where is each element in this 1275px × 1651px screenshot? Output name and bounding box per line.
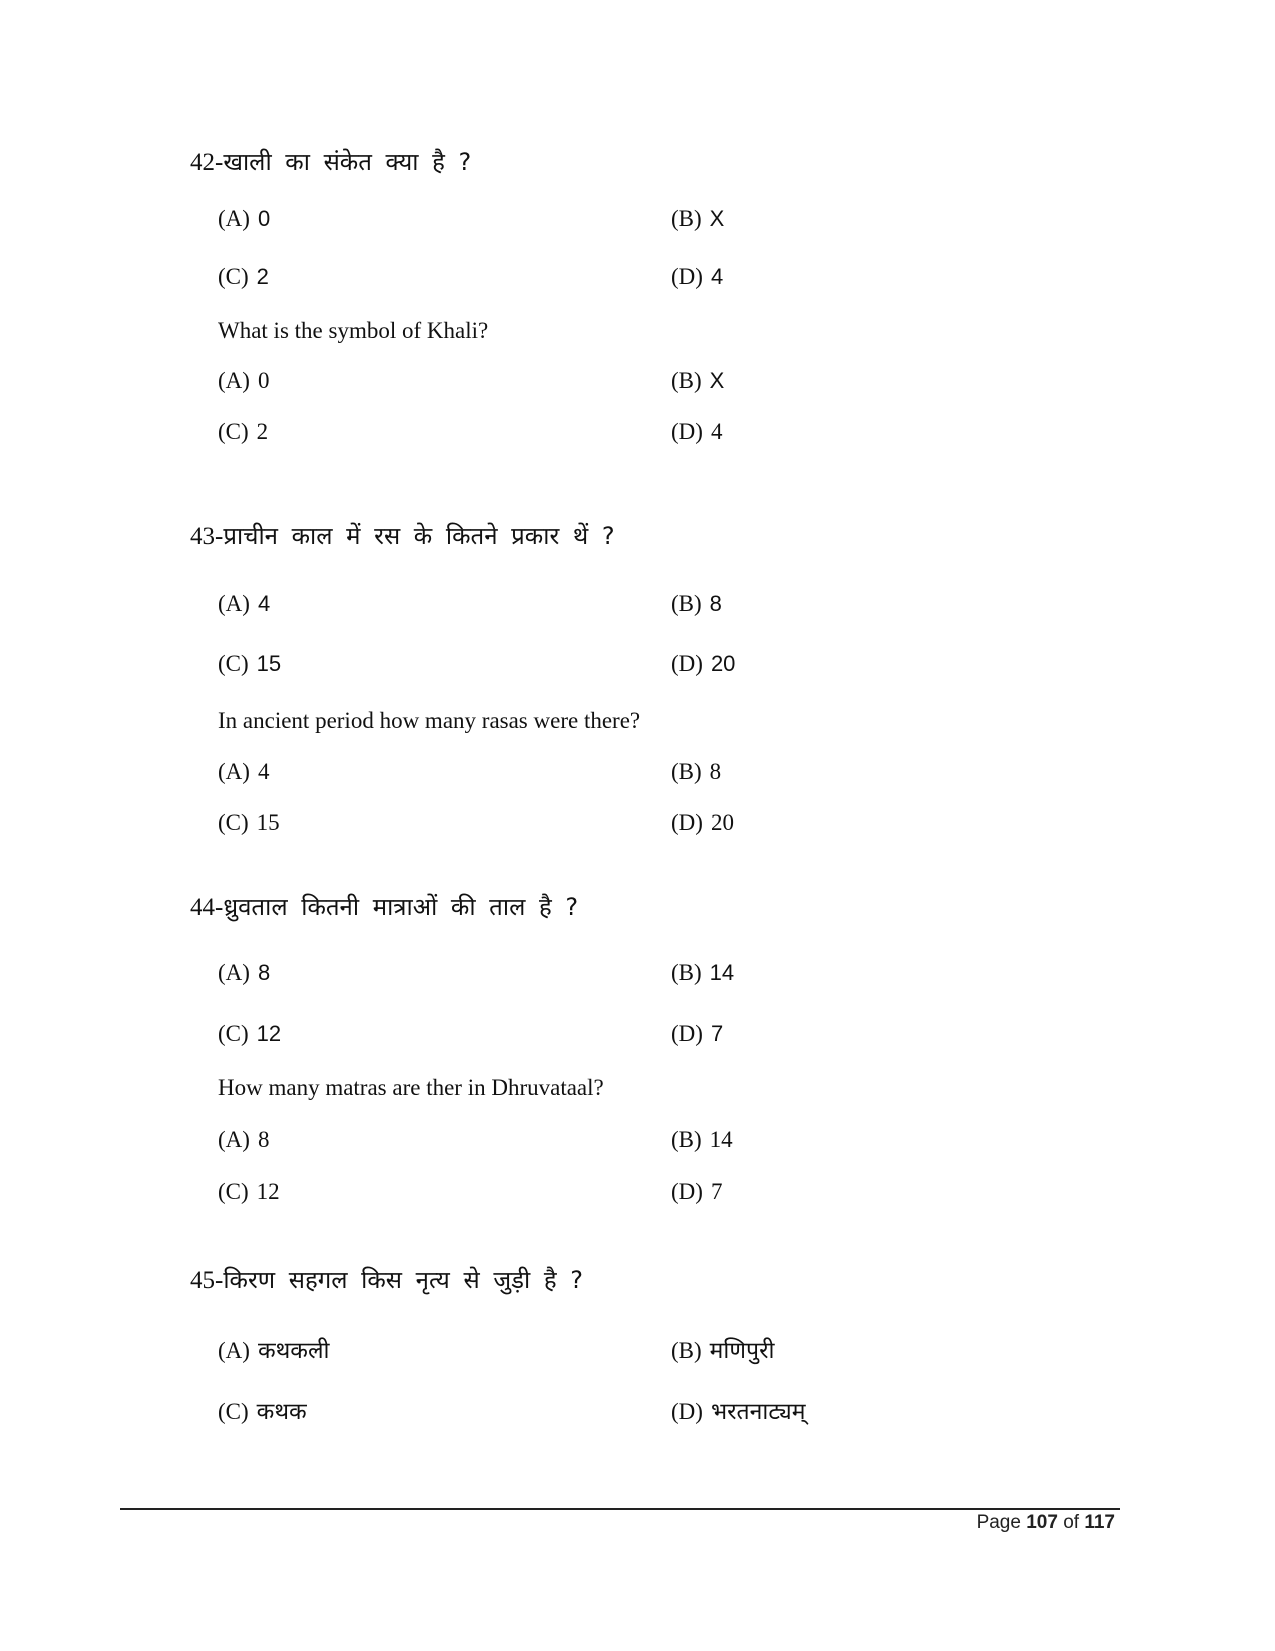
- question-number: 44-: [190, 894, 224, 921]
- option-value: 8: [709, 591, 722, 616]
- option-b: (B) मणिपुरी: [671, 1338, 775, 1364]
- question-44-english: How many matras are ther in Dhruvataal?: [218, 1075, 604, 1100]
- option-a: (A) कथकली: [218, 1338, 330, 1364]
- question-45-hindi: [190, 1263, 583, 1296]
- option-value: 0: [257, 206, 271, 231]
- question-text-hindi: किरण सहगल किस नृत्य से जुड़ी है ?: [223, 1266, 583, 1294]
- option-a: (A) 8: [218, 1127, 270, 1152]
- option-a: (A) 4: [218, 591, 271, 616]
- option-value: 8: [257, 960, 271, 985]
- option-d: (D) भरतनाट्यम्: [671, 1399, 806, 1425]
- option-value: 4: [710, 264, 724, 289]
- option-value: 2: [256, 264, 269, 289]
- option-value: 8: [709, 759, 722, 784]
- option-value: कथकली: [257, 1338, 330, 1364]
- option-a: (A) 0: [218, 206, 271, 231]
- option-value: 20: [710, 651, 736, 676]
- question-text-hindi: प्राचीन काल में रस के कितने प्रकार थें ?: [223, 522, 615, 550]
- option-b: (B) X: [671, 368, 725, 393]
- option-value: कथक: [256, 1399, 307, 1425]
- option-value: 20: [710, 810, 734, 835]
- question-number: 43-: [190, 523, 224, 550]
- question-number: 45-: [190, 1267, 224, 1294]
- option-value: 7: [710, 1179, 723, 1204]
- option-b: (B) 14: [671, 1127, 733, 1152]
- option-value: 4: [257, 591, 271, 616]
- option-value: 4: [257, 759, 270, 784]
- option-b: (B) X: [671, 206, 725, 231]
- option-a: (A) 0: [218, 368, 270, 393]
- option-d: (D) 7: [671, 1021, 724, 1046]
- option-value: 15: [256, 651, 282, 676]
- option-value: 15: [256, 810, 280, 835]
- total-pages: 117: [1084, 1512, 1115, 1533]
- option-d: (D) 20: [671, 810, 734, 835]
- option-c: (C) 2: [218, 264, 269, 289]
- option-d: (D) 7: [671, 1179, 723, 1204]
- option-b: (B) 14: [671, 960, 735, 985]
- option-b: (B) 8: [671, 591, 722, 616]
- option-value: 2: [256, 419, 269, 444]
- option-c: (C) 15: [218, 651, 282, 676]
- option-value: 7: [710, 1021, 724, 1046]
- question-text-hindi: खाली का संकेत क्या है ?: [223, 148, 472, 176]
- option-value: मणिपुरी: [709, 1338, 775, 1364]
- option-c: (C) 2: [218, 419, 269, 444]
- question-43-english: In ancient period how many rasas were there?: [218, 708, 641, 733]
- option-d: (D) 20: [671, 651, 736, 676]
- option-d: (D) 4: [671, 419, 723, 444]
- option-value: 12: [256, 1179, 280, 1204]
- option-value: X: [709, 206, 725, 231]
- option-c: (C) 15: [218, 810, 280, 835]
- option-a: (A) 4: [218, 759, 270, 784]
- option-a: (A) 8: [218, 960, 271, 985]
- option-c: (C) कथक: [218, 1399, 307, 1425]
- question-44-hindi: [190, 890, 578, 923]
- option-value: 14: [709, 1127, 733, 1152]
- question-text-hindi: ध्रुवताल कितनी मात्राओं की ताल है ?: [223, 893, 579, 921]
- option-value: 4: [710, 419, 723, 444]
- page-number: Page 107 of 117: [976, 1512, 1115, 1533]
- option-c: (C) 12: [218, 1021, 282, 1046]
- option-b: (B) 8: [671, 759, 722, 784]
- question-number: 42-: [190, 149, 224, 176]
- option-value: 0: [257, 368, 270, 393]
- option-value: X: [709, 368, 725, 393]
- option-value: 12: [256, 1021, 282, 1046]
- footer-divider: [120, 1508, 1120, 1510]
- option-value: 14: [709, 960, 735, 985]
- option-c: (C) 12: [218, 1179, 280, 1204]
- option-value: भरतनाट्यम्: [710, 1399, 806, 1425]
- current-page: 107: [1026, 1512, 1058, 1533]
- question-43-hindi: [190, 519, 615, 552]
- option-d: (D) 4: [671, 264, 724, 289]
- option-value: 8: [257, 1127, 270, 1152]
- question-42-english: What is the symbol of Khali?: [218, 318, 489, 343]
- question-42-hindi: [190, 145, 471, 178]
